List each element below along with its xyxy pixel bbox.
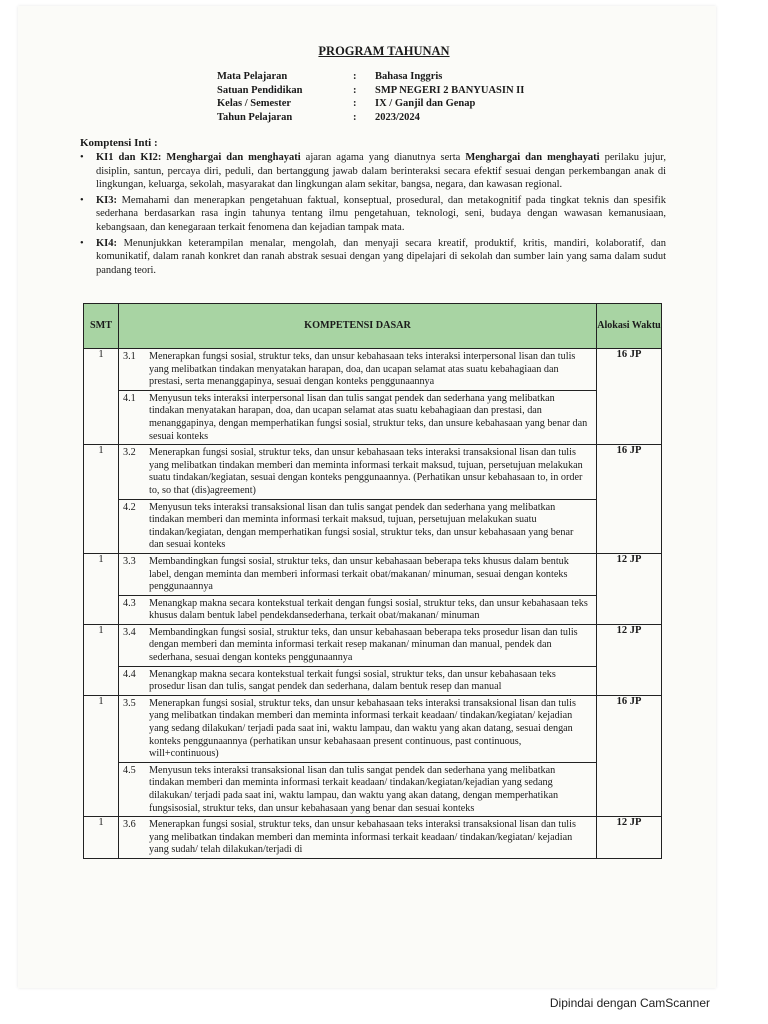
kd-item [119,500,596,553]
smt-cell: 1 [84,695,119,816]
kd-item [119,667,596,695]
kd-cell [119,445,597,554]
ki-key: KI1 dan KI2: [96,152,162,163]
ki-key: KI3: [96,194,117,206]
ki-item [78,151,666,192]
kd-cell [119,349,597,445]
kd-item [119,763,596,816]
kd-item [119,696,596,763]
kd-text: Menyusun teks interaksi transaksional lisan dan tulis sangat pendek dan sederhana yang melibatkan tindakan memberi dan meminta informasi terkait maksud, tujuan, persetujuan melakukan suatu tindakan/kegiatan, dengan memperhatikan fungsi sosial, struktur teks, dan unsur kebahasaan yang benar dan sesuai konteks [149,501,574,551]
kd-text: Menyusun teks interaksi transaksional lisan dan tulis sangat pendek dan sederhana yang melibatkan tindakan memberi dan meminta informasi terkait keadaan/ tindakan/kegiatan/kejadian yang sedang dilakukan/ terjadi pada saat ini, waktu lampau, dan waktu yang akan datang, dengan memperhatikan fungsisosial, struktur teks, dan unsur kebahasaan yang benar dan sesuai konteks [149,764,559,814]
kd-item [119,817,596,858]
bullet-icon: • [80,237,84,249]
table-header-row [84,304,662,349]
smt-cell: 1 [84,817,119,859]
meta-colon: : [353,111,357,123]
kd-text: Membandingkan fungsi sosial, struktur teks, dan unsur kebahasaan beberapa teks prosedur lisan dan tulis dengan memberi dan meminta informasi terkait resep makanan/ minuman dan manual, pendek dan sederhana, sesuai dengan konteks penggunaannya [149,626,578,664]
meta-value: SMP NEGERI 2 BANYUASIN II [375,84,525,96]
kd-number: 4.3 [123,597,136,609]
kd-number: 4.5 [123,764,136,776]
ki-text: ajaran agama yang dianutnya serta [300,152,466,163]
header-kompetensi-dasar: KOMPETENSI DASAR [119,304,597,349]
kd-cell [119,695,597,816]
table-row [84,624,662,695]
alokasi-cell: 16 JP [597,445,662,554]
kd-text: Menerapkan fungsi sosial, struktur teks, dan unsur kebahasaan teks interaksi interpersonal lisan dan tulis yang melibatkan tindakan menyatakan harapan, doa, dan ucapan selamat atas suatu kebahagiaan dan prestasi, serta menanggapinya, sesuai dengan konteks penggunaannya [149,351,576,388]
bullet-icon: • [80,194,84,206]
kd-number: 3.6 [123,819,136,831]
meta-colon: : [353,71,357,82]
alokasi-cell: 12 JP [597,817,662,859]
kd-item [119,349,596,391]
ki-item [78,237,666,278]
kd-number: 3.2 [123,447,136,459]
table-row [84,349,662,445]
table-row [84,553,662,624]
ki-text: perilaku jujur, disiplin, santun, percaya diri, peduli, dan bertanggung jawab dalam berinteraksi secara efektif sesuai dengan perkembangan anak di lingkungan, keluarga, sekolah, masyarakat dan lingkungan alam sekitar, bangsa, negara, dan kawasan regional. [96,152,667,191]
meta-label: Mata Pelajaran [217,71,288,82]
kd-item [119,391,596,444]
kd-number: 4.1 [123,392,136,404]
kd-number: 3.1 [123,351,136,362]
kompetensi-inti-list [78,151,666,279]
ki-bold: Menghargai dan menghayati [465,152,600,163]
meta-row [217,70,524,84]
alokasi-cell: 16 JP [597,695,662,816]
meta-row [217,97,524,111]
kd-text: Menangkap makna secara kontekstual terkait fungsi sosial, struktur teks, dan unsur kebahasaan teks prosedur lisan dan tulis, sangat pendek dan sederhana, dalam bentuk resep dan manual [149,668,556,693]
kd-text: Membandingkan fungsi sosial, struktur teks, dan unsur kebahasaan beberapa teks khusus dalam bentuk label, dengan meminta dan memberi informasi terkait obat/makanan/ minuman, sesuai dengan konteks penggunaannya [149,555,569,593]
smt-cell: 1 [84,445,119,554]
smt-cell: 1 [84,349,119,445]
meta-value: Bahasa Inggris [375,71,443,82]
kd-number: 4.4 [123,668,136,680]
ki-item [78,194,666,235]
kd-number: 3.3 [123,555,136,567]
meta-row [217,84,524,98]
kd-number: 3.5 [123,697,136,709]
meta-label: Satuan Pendidikan [217,84,303,96]
document-meta [217,70,524,124]
kd-number: 4.2 [123,501,136,513]
meta-label: Tahun Pelajaran [217,111,293,123]
kd-item [119,554,596,596]
alokasi-cell: 16 JP [597,349,662,445]
kd-item [119,625,596,667]
kd-cell [119,553,597,624]
smt-cell: 1 [84,624,119,695]
table-row [84,445,662,554]
kd-item [119,596,596,624]
kd-number: 3.4 [123,626,136,638]
kd-text: Menerapkan fungsi sosial, struktur teks, dan unsur kebahasaan teks interaksi transaksional lisan dan tulis yang melibatkan tindakan memberi dan meminta informasi terkait keadaan/ tindakan/kegiatan/ kejadian yang sudah/ telah dilakukan/terjadi di [149,819,576,856]
kd-text: Menerapkan fungsi sosial, struktur teks, dan unsur kebahasaan teks interaksi transaksional lisan dan tulis yang melibatkan tindakan memberi dan meminta informasi terkait maksud, tujuan, persetujuan melakukan suatu tindakan/kegiatan, sesuai dengan konteks penggunaannya. (Perhatikan unsur kebahasaan to, in order to, so that (dis)agreement) [149,447,583,496]
meta-colon: : [353,84,357,96]
alokasi-cell: 12 JP [597,624,662,695]
bullet-icon: • [80,152,84,163]
meta-colon: : [353,98,357,109]
kd-cell [119,624,597,695]
alokasi-cell: 12 JP [597,553,662,624]
table-row [84,695,662,816]
kd-cell [119,817,597,859]
meta-row [217,111,524,125]
header-alokasi-waktu: Alokasi Waktu [597,304,662,349]
kd-item [119,445,596,499]
kompetensi-inti-heading: Komptensi Inti : [80,137,158,149]
ki-text: Menunjukkan keterampilan menalar, mengolah, dan menyaji secara kreatif, produktif, kritis, mandiri, kolaboratif, dan komunikatif, dalam ranah konkret dan ranah abstrak sesuai dengan yang dipelajari di sekolah dan sumber lain yang sama dalam sudut pandang teori. [96,237,666,276]
meta-label: Kelas / Semester [217,98,292,109]
meta-value: IX / Ganjil dan Genap [375,98,476,109]
kd-text: Menerapkan fungsi sosial, struktur teks, dan unsur kebahasaan teks interaksi transaksional lisan dan tulis yang melibatkan tindakan memberi dan meminta informasi terkait keadaan/ tindakan/kegiatan/ kejadian yang sedang dilakukan/ terjadi pada saat ini, waktu lampau, dan waktu yang akan datang, sesuai dengan konteks penggunaannya (perhatikan unsur kebahasaan present continuous, past continuous, will+continuous) [149,697,576,760]
meta-value: 2023/2024 [375,111,420,123]
kd-text: Menyusun teks interaksi interpersonal lisan dan tulis sangat pendek dan sederhana yang melibatkan tindakan menyatakan harapan, doa, dan ucapan selamat atas suatu kebahagiaan dan prestasi, dan menanggapinya, dengan memperhatikan fungsi sosial, struktur teks, dan unsure kebahasaan yang benar dan sesuai konteks [149,392,588,442]
ki-text: Memahami dan menerapkan pengetahuan faktual, konseptual, prosedural, dan metakognitif pada tingkat teknis dan spesifik sederhana berdasarkan rasa ingin tahunya tentang ilmu pengetahuan, teknologi, seni, budaya dengan wawasan kemanusiaan, kebangsaan, dan kenegaraan terkait fenomena dan kejadian tampak mata. [96,194,666,233]
camscanner-footer: Dipindai dengan CamScanner [549,996,710,1010]
document-title: PROGRAM TAHUNAN [318,44,450,58]
kompetensi-dasar-table [83,303,662,859]
smt-cell: 1 [84,553,119,624]
table-row [84,817,662,859]
kd-text: Menangkap makna secara kontekstual terkait dengan fungsi sosial, struktur teks, dan unsur kebahasaan teks khusus dalam bentuk label pendekdansederhana, terkait obat/makanan/ minuman [149,597,588,622]
header-smt: SMT [84,304,119,349]
ki-key: KI4: [96,237,117,249]
ki-bold: Menghargai dan menghayati [161,152,301,163]
